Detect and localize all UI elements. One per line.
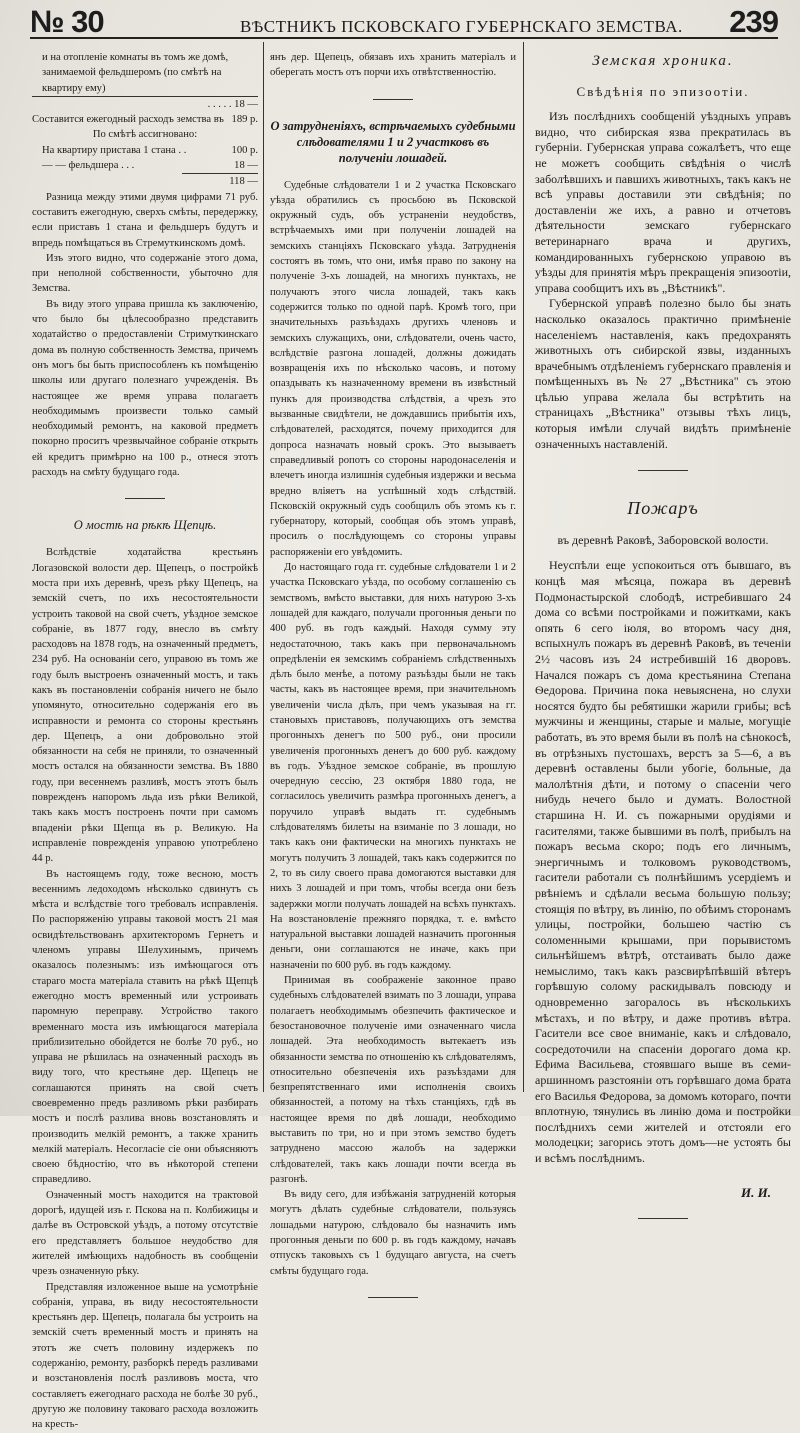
budget-block xyxy=(32,50,258,190)
issue-number: № 30 xyxy=(30,4,104,39)
column-2 xyxy=(270,50,516,1316)
section-separator xyxy=(368,1297,418,1298)
paragraph-continuation: янъ дер. Щепецъ, обязавъ ихъ хранить матеріалъ и оберегать мостъ отъ порчи ихъ отвѣтственностію. xyxy=(270,52,516,79)
paragraph: Неуспѣли еще успокоиться отъ бывшаго, въ концѣ мая мѣсяца, пожара въ деревнѣ Подмонастырской слободѣ, истребившаго 24 дома со всѣми постройками и пожитками, какъ опять 6 сего іюля, во второмъ часу дня, вспыхнулъ пожаръ въ деревнѣ Раковѣ, въ теченіи 2½ часовъ изъ 24 истребившій 16 дворовъ. Начался пожаръ съ дома крестьянина Степана Ѳедорова. Причина пока невыяснена, но слухи носятся будто бы ребятишки жарили грибы; всѣ мужчины и женщины, старые и малые, могущіе работать, въ это время были въ полѣ на сѣнокосѣ, въ отрѣзныхъ пустошахъ, верстъ за 5—6, а въ деревнѣ оставлены были убогіе, больные, да малолѣтнія дѣти, и потому о спасеніи чего нибудь нечего было и думать. Волостной старшина Н. И. съ пожарными орудіями и гасителями, также бывшими въ полѣ, прибылъ на пожаръ весьма скоро; подъ его личнымъ, энергичнымъ и толковомъ руководствомъ, гасители работали съ полнѣйшимъ усердіемъ и рвѣніемъ и сдѣлали весьма большую пользу; стоящія по вѣтру, въ линію, по обѣимъ сторонамъ улицы, постройки, большею частію съ соломенными крышами, при порывистомъ сильнѣйшемъ вѣтрѣ, отстаивать было даже немыслимо, такъ какъ разсвирѣпѣвшій вѣтеръ горѣвшую солому раскидывалъ повсюду и одновременно загоралось въ нѣсколькихъ мѣстахъ, и по вѣтру, и даже противъ вѣтра. Гасители все свое вниманіе, какъ и слѣдовало, сосредоточили на спасеніи дорогаго дома кр. Ефима Васильева, стоявшаго выше въ семи-аршинномъ разстояніи отъ горѣвшаго дома брата его Василья Федорова, за домомъ котораго, почти вплотную, тянулись въ линію дома и постройки послѣднихъ семи жителей и отстояли его молодецки; загорись этотъ домъ—не устоять бы и всѣмъ послѣднимъ. xyxy=(535,558,791,1165)
budget-row-amount: 18 — xyxy=(234,160,258,172)
budget-total-label: Составится ежегодный расходъ земства въ xyxy=(32,114,224,126)
article-heading: Пожаръ xyxy=(627,498,699,519)
paragraph: Принимая въ соображеніе законное право судебныхъ слѣдователей взимать по 3 лошади, управа полагаетъ необходимымъ обезпечить фактическое и безостановочное полученіе ими означеннаго числа лошадей. Эта необходимость вытекаетъ изъ обязанности земства по отношенію къ слѣдователямъ, относительно обезпеченія ихъ разъѣздами для безпрепятственнаго ими исполненія своихъ обязанностей, а потому на тѣхъ станціяхъ, гдѣ въ настоящее время по двѣ лошади, необходимо выставить по три, но и при этомъ земство будетъ затруднено массою жалобъ на задержки слѣдователей, такъ какъ лошади почти всегда въ разгонѣ. xyxy=(270,975,516,1185)
budget-row-label: — — фельдшера . . . xyxy=(42,160,135,172)
paragraph: Изъ этого видно, что содержаніе этого дома, при неполной собственности, убыточно для Земства. xyxy=(32,252,258,295)
paragraph: Вслѣдствіе ходатайства крестьянъ Логазовской волости дер. Щепецъ, о постройкѣ моста при ихъ деревнѣ, чрезъ рѣку Щепецъ, на земскій счетъ, по ихъ несостоятельности устроить таковой на свой счетъ, уѣздное земское собраніе, въ 1877 году, внесло въ смѣту расходовъ на 1878 годъ, на означенный предметъ, 234 руб. На основаніи сего, управою въ томъ же году былъ выстроенъ означенный мостъ, и такъ какъ въ постановленіи собранія ничего не было упомянуто, относительно содержанія его въ исправности и ремонта со стороны крестьянъ дер. Щепецъ, а они добровольно этой обязанности на себя не приняли, то означенный мостъ остался на обязанности земства. Въ 1880 году, при весеннемъ разливѣ, мостъ этотъ былъ поврежденъ напоромъ льда изъ рѣки Великой, такъ какъ мостъ построенъ почти при самомъ впаденіи рѣки Щепца въ р. Великую. На исправленіе поврежденія управою употреблено 44 р. xyxy=(32,547,258,865)
article-heading: Свѣдѣнія по эпизоотіи. xyxy=(576,83,750,99)
paragraph: Въ виду этого управа пришла къ заключенію, что было бы цѣлесообразно представить ходатайство о предоставленіи Стримуткинскаго дома въ полную собственность Земства, причемъ онъ могъ бы быть приспособленъ къ помѣщенію школы или другаго полезнаго учрежденія. Въ настоящее же время управа полагаетъ необходимымъ произвести только самый необходимый ремонтъ, на каковой предметъ покорно проситъ чрезвычайное собраніе открыть ей кредитъ примѣрно на 100 р., отнеся этотъ расходъ на смѣту будущаго года. xyxy=(32,298,258,479)
column-divider xyxy=(263,42,264,1092)
page-number: 239 xyxy=(729,4,778,39)
section-separator xyxy=(373,99,413,100)
section-separator xyxy=(638,470,688,471)
budget-row-label: На квартиру пристава 1 стана . . xyxy=(42,144,187,156)
paragraph: Изъ послѣднихъ сообщеній уѣздныхъ управъ видно, что сибирская язва прекратилась въ губерніи. Губернская управа сожалѣетъ, что еще не можетъ сообщить свѣдѣнія о числѣ заболѣвшихъ и павшихъ животныхъ, такъ какъ не всѣ управы доставили эти свѣдѣнія; по доставленіи же ихъ, а равно и отчетовъ дѣятельности земскаго губернскаго ветеринарнаго врача и другихъ, командированныхъ губернскою управою въ уѣзды для принятія мѣръ прекращенія эпизоотіи, управа сообщитъ ихъ въ „Вѣстникѣ". xyxy=(535,109,791,295)
author-signature: И. И. xyxy=(741,1184,771,1200)
paragraph: Представляя изложенное выше на усмотрѣніе собранія, управа, въ виду несостоятельности крестьянъ дер. Щепецъ, полагала бы устроить на земскій счетъ временный мостъ и принять на этотъ же счетъ половину издержекъ по содержанію, ремонту, разборкѣ передъ разливами и возстановленія послѣ разливовъ моста, что составляетъ ежегоднаго расхода не болѣе 30 руб., другую же половину таковаго расхода возложить на кресть- xyxy=(32,1281,258,1431)
budget-total-amount: 189 р. xyxy=(231,114,258,126)
paragraph: Судебные слѣдователи 1 и 2 участка Псковскаго уѣзда обратились съ просьбою въ Псковской окружный судъ, объ устраненіи неудобствъ, встрѣчаемыхъ ими при полученіи лошадей на земскихъ станціяхъ Псковскаго уѣзда. Затрудненія состоятъ въ томъ, что они, имѣя право по закону на полученіе 3-хъ лошадей, на многихъ пунктахъ, не получаютъ этого числа лошадей, такъ какъ содержится только по одной парѣ. Кромѣ того, при значительныхъ разъѣздахъ другихъ членовъ и земскихъ служащихъ, они, слѣдователи, очень часто, вслѣдствіе разгона лошадей, должны дожидать возвращенія ихъ по нѣсколько часовъ, и потому опаздывать къ назначенному времени въ извѣстный пункъ для производства слѣдствія, а чрезъ это вызванные свидѣтели, не дождавшись прибытія ихъ, слѣдователей, расходятся, почему приходится для допроса назначать новый срокъ. Это вызываетъ справедливый ропотъ со стороны народонаселенія и влечетъ иногда излишнія судебныя издержки и весьма вредно вліяетъ на успѣшный ходъ слѣдствій. Псковскій окружный судъ сообщилъ объ этомъ къ г. губернатору, который, сообщая объ этомъ управѣ, просилъ о послѣдующемъ со стороны управы распоряженіи его увѣдомить. xyxy=(270,179,516,558)
page-header xyxy=(30,4,778,38)
paragraph: Въ настоящемъ году, тоже весною, мостъ весеннимъ ледоходомъ нѣсколько сдвинутъ съ мѣста и вслѣдствіе того требовалъ исправленія. По распоряженію управы таковой мостъ 21 мая освидѣтельствованъ архитекторомъ Гернетъ и членомъ управы Шелухинымъ, причемъ оказалось полезнымъ: изъ имѣющагося отъ стараго моста матеріала ставить на рѣкѣ Щепцѣ ежегодно мостъ временный или устроивать паромную переправу. Устройство такого временнаго моста изъ имѣющагося матеріала приблизительно обойдется не болѣе 70 руб., но управа не рѣшилась на означенный расходъ въ виду того, что крестьяне дер. Щепецъ не соглашаются принять на свой счетъ своевременно предъ разливомъ рѣки разбирать мостъ и послѣ разлива вновь возстановлять и производить мелкій ремонтъ, а также хранить мелкій матеріалъ. Несогласіе сіе они объясняютъ своею бѣдностію, что въ нѣкоторой степени справедливо. xyxy=(32,868,258,1186)
budget-row-amount: 100 р. xyxy=(231,144,258,156)
publication-title: ВѢСТНИКЪ ПСКОВСКАГО ГУБЕРНСКАГО ЗЕМСТВА. xyxy=(240,17,683,36)
budget-row xyxy=(32,143,258,158)
section-separator xyxy=(125,498,165,499)
budget-assigned-label: По смѣтѣ ассигновано: xyxy=(92,129,198,141)
budget-total xyxy=(32,112,258,127)
paragraph: Губернской управѣ полезно было бы знать насколько оказалось практично примѣненіе населеніемъ наставленія, какъ предохранять животныхъ отъ сибирской язвы, изданныхъ врачебнымъ отдѣленіемъ губернскаго правленія и помѣщенныхъ въ № 27 „Вѣстника" съ этою цѣлью управа желала бы встрѣтить на страницахъ „Вѣстника" отзывы тѣхъ лицъ, которыя имѣли случай видѣть примѣненіе означенныхъ наставленій. xyxy=(535,296,791,451)
section-separator xyxy=(638,1218,688,1219)
budget-intro-amount: . . . . . 18 — xyxy=(32,96,258,112)
header-rule xyxy=(30,37,778,39)
article-heading: О мостѣ на рѣкѣ Щепцѣ. xyxy=(73,518,217,533)
column-divider xyxy=(523,42,524,1092)
section-title: Земская хроника. xyxy=(592,53,734,69)
article-subheading: въ деревнѣ Раковѣ, Заборовской волости. xyxy=(557,532,769,547)
paragraph: Означенный мостъ находится на трактовой дорогѣ, идущей изъ г. Пскова на п. Колбижицы и далѣе въ Островской уѣздъ, а потому отсутствіе его представляетъ большое неудобство для жителей имѣющихъ надобность въ сообщеніи чрезъ означенную рѣку. xyxy=(32,1189,258,1278)
budget-intro: и на отопленіе комнаты въ томъ же домѣ, занимаемой фельдшеромъ (по смѣтѣ на квартиру ему) xyxy=(42,52,229,94)
paragraph: Въ виду сего, для избѣжанія затрудненій которыя могутъ дѣлать судебные слѣдователи, пользуясь лошадьми натурою, слѣдовало бы назначить имъ прогонныя деньги по 600 р. въ годъ каждому, начавъ отпускъ таковыхъ съ 1 будущаго августа, на счетъ смѣты будущаго года. xyxy=(270,1189,516,1277)
paragraph: Разница между этими двумя цифрами 71 руб. составитъ ежегодную, сверхъ смѣты, передержку, если приставъ 1 стана и фельдшеръ будутъ и впредь помѣщаться въ Стремуткинскомъ домѣ. xyxy=(32,191,258,249)
article-heading: О затрудненіяхъ, встрѣчаемыхъ судебными слѣдователями 1 и 2 участковъ въ полученіи лошадей. xyxy=(270,118,516,165)
budget-sum: 118 — xyxy=(182,173,258,189)
column-3 xyxy=(535,50,791,1237)
column-1 xyxy=(32,50,258,1433)
paragraph: До настоящаго года гг. судебные слѣдователи 1 и 2 участка Псковскаго уѣзда, по особому соглашенію съ земствомъ, вмѣсто выставки, для нихъ натурою 3-хъ лошадей для каждаго, получали прогонныя деньги по 400 руб. въ годъ каждый. Находя сумму эту недостаточною, такъ какъ при первоначальномъ опредѣленіи ея земскимъ собраніемъ слѣдственныхъ дѣлъ было менѣе, а потому разъѣзды были не такъ часты, какъ въ настоящее время, при значительномъ увеличеніи числа дѣлъ, при чемъ указывая на гг. становыхъ приставовъ, получающихъ отъ земства прогонныхъ денегъ по 500 руб., они просили увеличенія прогонныхъ денегъ до 600 руб. каждому въ годъ. Уѣздное земское собраніе, въ прошлую очередную сессію, 23 октября 1880 года, не согласилось увеличить размѣра прогонныхъ денегъ, а поручило управѣ выдать гг. судебнымъ слѣдователямъ билеты на взиманіе по 3 лошади, но такъ какъ они фактически на многихъ пунктахъ не могутъ получить 3 лошадей, такъ какъ содержится по 2, то въ силу своего права домогаются выставки для нихъ 3 лошадей и при томъ, чтобы всегда они безъ задержки могли получать лошадей на всѣхъ пунктахъ. На возстановленіе прежняго порядка, т. е. вмѣсто натуральной выставки лошадей назначить прогонныя деньги, они соглашаются не иначе, какъ при назначеніи по 600 руб. въ годъ каждому. xyxy=(270,562,516,971)
budget-row xyxy=(32,158,258,173)
